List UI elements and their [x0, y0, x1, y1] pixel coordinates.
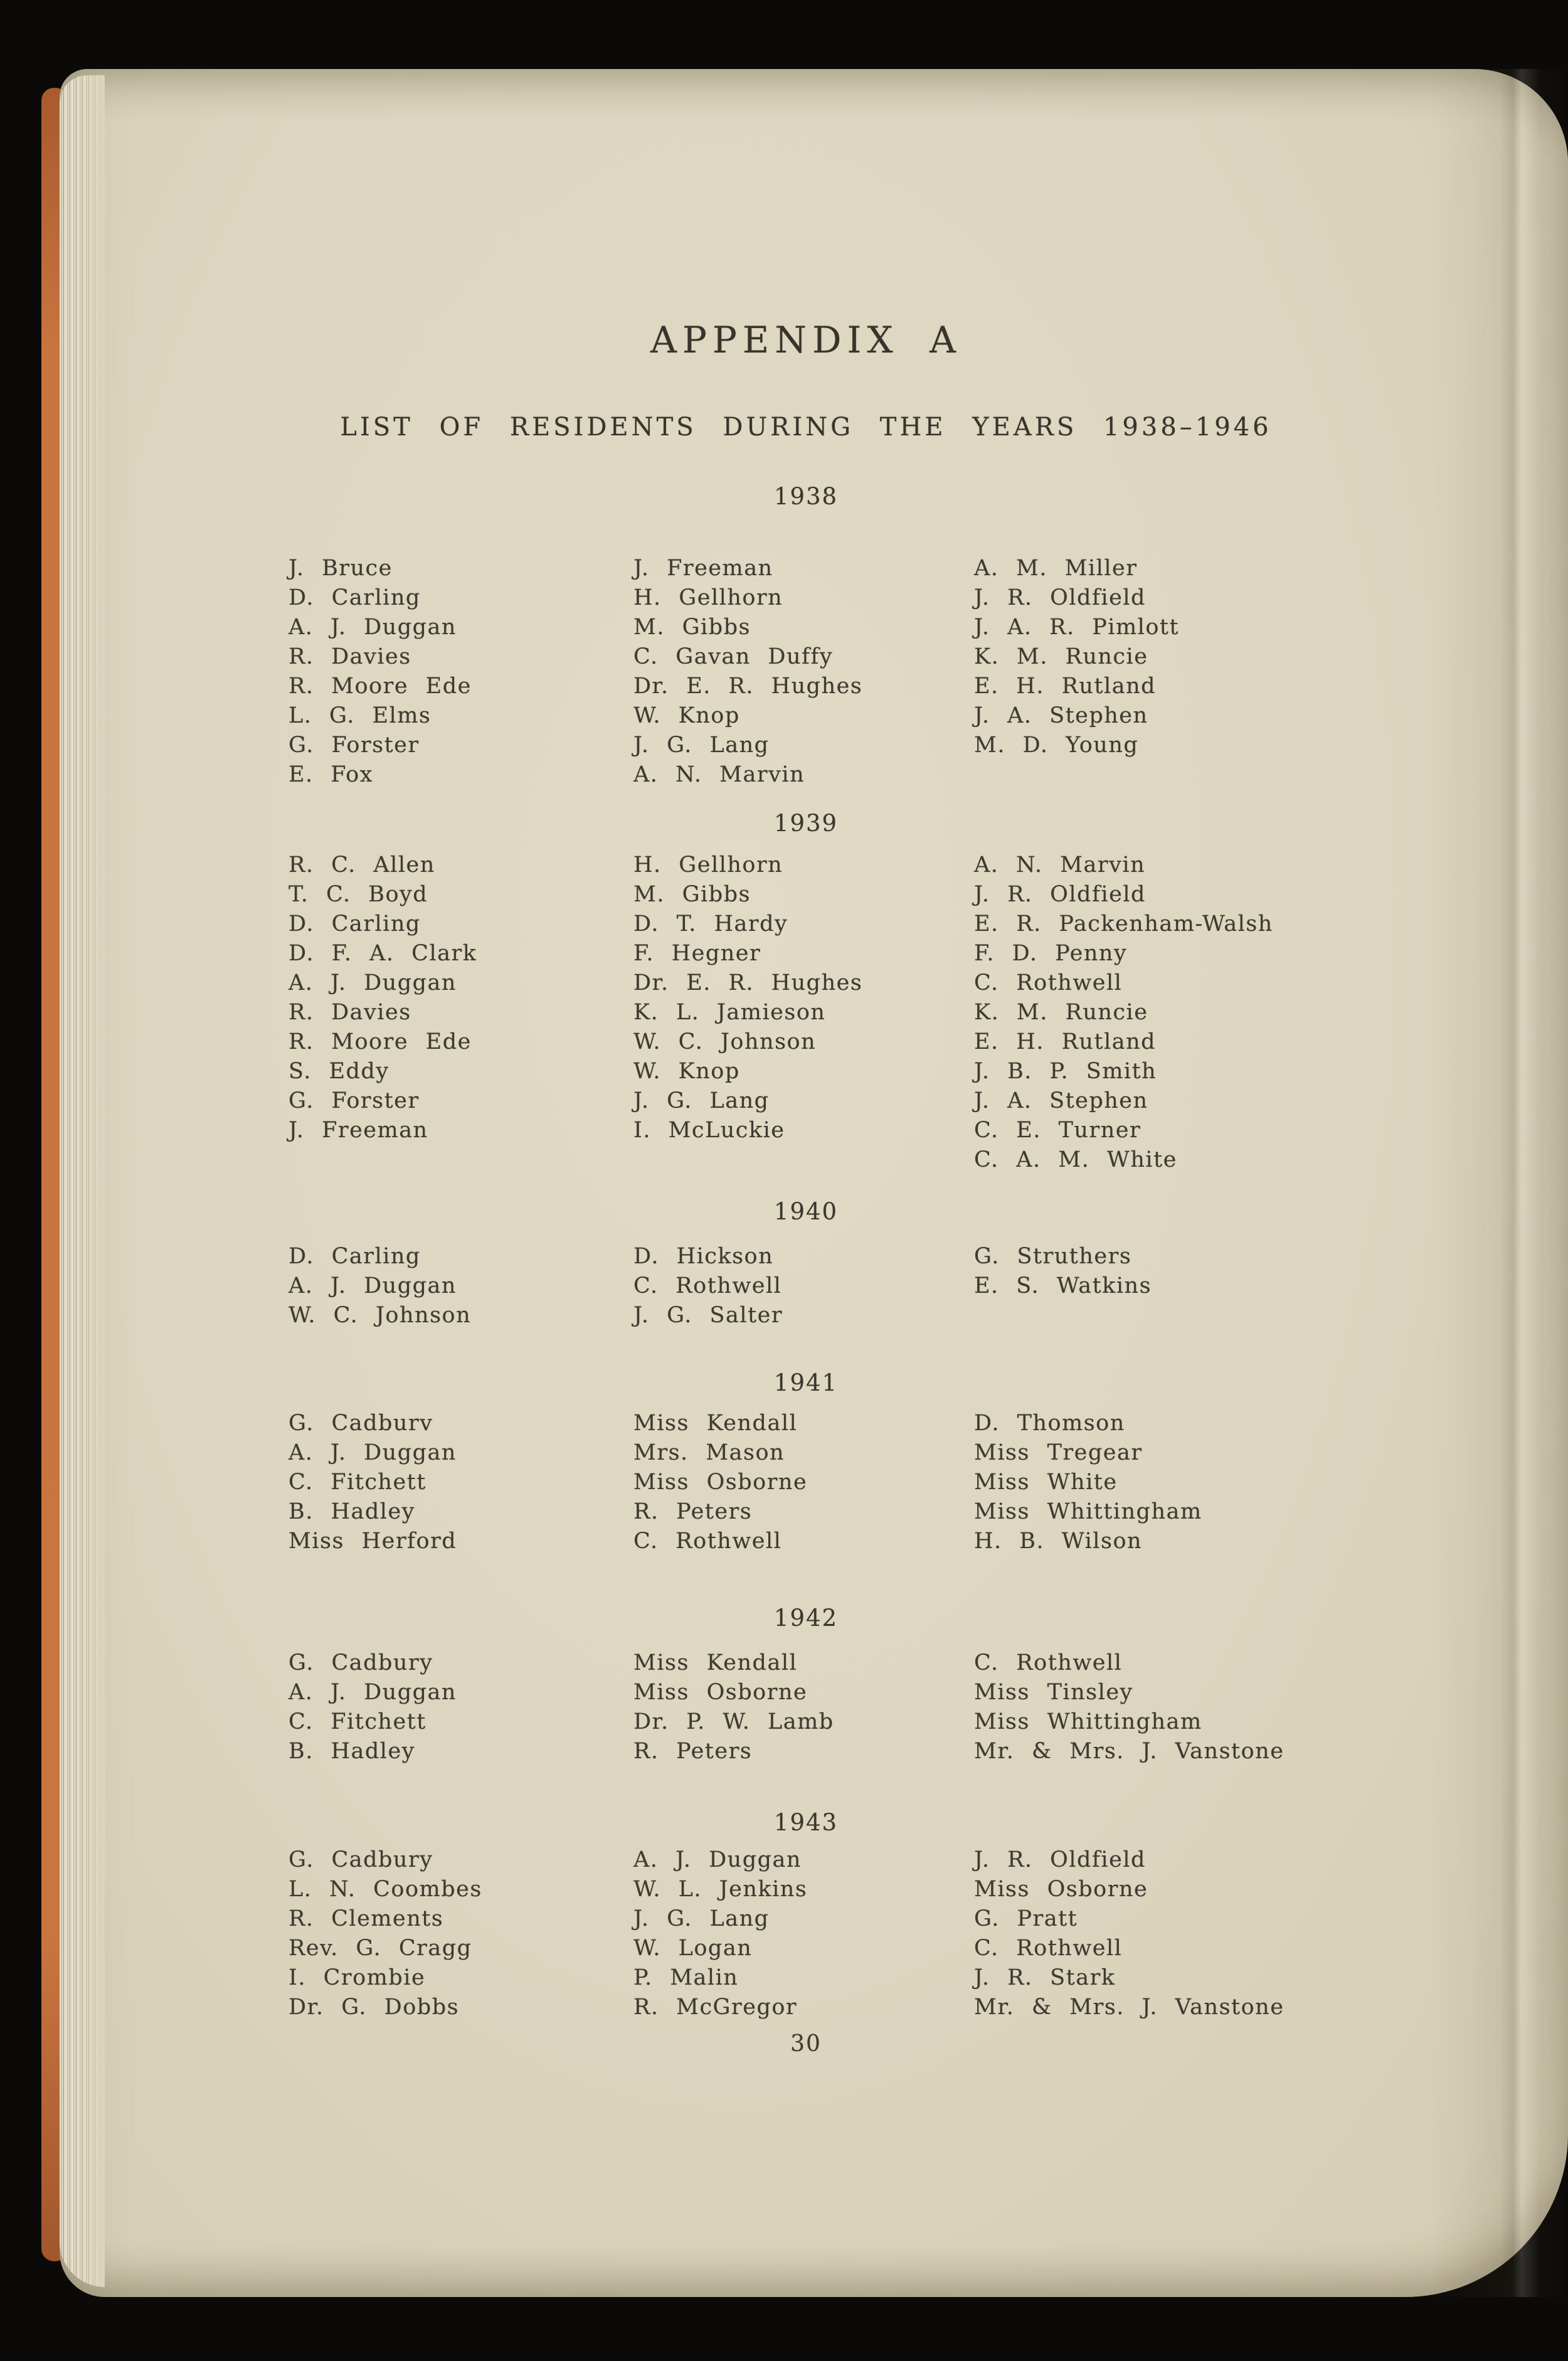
- resident-name: J. A. Stephen: [974, 703, 1148, 728]
- residents-column: [289, 1242, 652, 1330]
- resident-name: A. J. Duggan: [289, 1440, 457, 1465]
- resident-name: K. M. Runcie: [974, 1000, 1148, 1025]
- resident-name: C. Rothwell: [974, 1650, 1123, 1675]
- resident-name: A. J. Duggan: [633, 1847, 802, 1872]
- resident-name: J. B. P. Smith: [974, 1059, 1157, 1084]
- resident-name: D. F. A. Clark: [289, 941, 477, 966]
- resident-name: Dr. E. R. Hughes: [633, 674, 863, 699]
- resident-name: Rev. G. Cragg: [289, 1936, 472, 1961]
- year-heading-1941: 1941: [773, 1369, 839, 1396]
- page-number: 30: [790, 2031, 822, 2057]
- residents-column: [633, 851, 997, 1145]
- resident-name: E. Fox: [289, 762, 373, 787]
- resident-name: D. Thomson: [974, 1411, 1125, 1436]
- resident-name: A. M. Miller: [974, 556, 1138, 581]
- resident-name: A. N. Marvin: [633, 762, 805, 787]
- resident-name: H. Gellhorn: [633, 585, 783, 610]
- resident-name: J. Freeman: [289, 1118, 428, 1143]
- resident-name: M. Gibbs: [633, 615, 751, 640]
- appendix-subtitle: LIST OF RESIDENTS DURING THE YEARS 1938–1946: [340, 413, 1272, 442]
- year-heading-1942: 1942: [773, 1605, 839, 1631]
- resident-name: A. J. Duggan: [289, 1680, 457, 1705]
- resident-name: Dr. E. R. Hughes: [633, 970, 863, 995]
- residents-column: [289, 554, 652, 790]
- resident-name: G. Cadbury: [289, 1847, 433, 1872]
- resident-name: J. Bruce: [289, 556, 393, 581]
- resident-name: A. J. Duggan: [289, 970, 457, 995]
- residents-column: [974, 1845, 1338, 2022]
- resident-name: D. Hickson: [633, 1244, 774, 1269]
- resident-name: J. G. Lang: [633, 1906, 770, 1931]
- gutter-shading: [1427, 69, 1568, 2297]
- resident-name: J. G. Lang: [633, 1088, 770, 1113]
- resident-name: R. C. Allen: [289, 852, 435, 878]
- resident-name: Mr. & Mrs. J. Vanstone: [974, 1739, 1285, 1764]
- resident-name: M. D. Young: [974, 733, 1139, 758]
- residents-column: [974, 1409, 1338, 1556]
- residents-column: [633, 1242, 997, 1330]
- residents-column: [633, 554, 997, 790]
- resident-name: Dr. G. Dobbs: [289, 1995, 460, 2020]
- page-stack-edges: [60, 75, 105, 2287]
- resident-name: F. D. Penny: [974, 941, 1128, 966]
- resident-name: Miss Osborne: [633, 1680, 808, 1705]
- book-page: [60, 69, 1568, 2297]
- resident-name: I. Crombie: [289, 1965, 426, 1990]
- resident-name: Miss Whittingham: [974, 1709, 1202, 1734]
- resident-name: R. Moore Ede: [289, 674, 472, 699]
- resident-name: Miss White: [974, 1470, 1118, 1495]
- resident-name: D. Carling: [289, 911, 421, 936]
- resident-name: H. Gellhorn: [633, 852, 783, 878]
- resident-name: J. R. Stark: [974, 1965, 1116, 1990]
- residents-column: [289, 1648, 652, 1766]
- resident-name: J. G. Lang: [633, 733, 770, 758]
- resident-name: R. Peters: [633, 1499, 753, 1524]
- resident-name: C. Rothwell: [633, 1529, 782, 1554]
- residents-column: [974, 554, 1338, 760]
- resident-name: W. Knop: [633, 703, 740, 728]
- residents-column: [974, 1242, 1338, 1301]
- resident-name: Miss Kendall: [633, 1411, 798, 1436]
- resident-name: J. R. Oldfield: [974, 1847, 1146, 1872]
- resident-name: R. McGregor: [633, 1995, 798, 2020]
- year-heading-1939: 1939: [773, 810, 839, 837]
- resident-name: C. Rothwell: [974, 970, 1123, 995]
- resident-name: A. N. Marvin: [974, 852, 1146, 878]
- resident-name: I. McLuckie: [633, 1118, 785, 1143]
- resident-name: E. H. Rutland: [974, 1029, 1157, 1054]
- resident-name: Miss Osborne: [633, 1470, 808, 1495]
- resident-name: G. Cadburv: [289, 1411, 433, 1436]
- resident-name: J. R. Oldfield: [974, 882, 1146, 907]
- resident-name: Miss Kendall: [633, 1650, 798, 1675]
- resident-name: W. L. Jenkins: [633, 1877, 808, 1902]
- resident-name: K. M. Runcie: [974, 644, 1148, 669]
- resident-name: S. Eddy: [289, 1059, 389, 1084]
- resident-name: D. T. Hardy: [633, 911, 788, 936]
- resident-name: C. Fitchett: [289, 1709, 426, 1734]
- page-content: [263, 69, 1348, 2297]
- resident-name: C. Rothwell: [974, 1936, 1123, 1961]
- resident-name: L. G. Elms: [289, 703, 432, 728]
- resident-name: W. C. Johnson: [289, 1303, 472, 1328]
- resident-name: D. Carling: [289, 1244, 421, 1269]
- resident-name: R. Clements: [289, 1906, 444, 1931]
- residents-column: [633, 1845, 997, 2022]
- resident-name: C. A. M. White: [974, 1147, 1177, 1172]
- resident-name: R. Davies: [289, 1000, 411, 1025]
- resident-name: A. J. Duggan: [289, 1273, 457, 1298]
- resident-name: Miss Tinsley: [974, 1680, 1133, 1705]
- resident-name: T. C. Boyd: [289, 882, 428, 907]
- resident-name: C. Fitchett: [289, 1470, 426, 1495]
- resident-name: P. Malin: [633, 1965, 739, 1990]
- resident-name: G. Forster: [289, 1088, 420, 1113]
- resident-name: K. L. Jamieson: [633, 1000, 826, 1025]
- resident-name: Miss Osborne: [974, 1877, 1148, 1902]
- resident-name: A. J. Duggan: [289, 615, 457, 640]
- resident-name: Dr. P. W. Lamb: [633, 1709, 834, 1734]
- resident-name: Miss Whittingham: [974, 1499, 1202, 1524]
- residents-column: [633, 1409, 997, 1556]
- resident-name: R. Moore Ede: [289, 1029, 472, 1054]
- resident-name: J. Freeman: [633, 556, 773, 581]
- resident-name: F. Hegner: [633, 941, 761, 966]
- residents-column: [633, 1648, 997, 1766]
- resident-name: Mrs. Mason: [633, 1440, 785, 1465]
- residents-column: [289, 851, 652, 1145]
- resident-name: D. Carling: [289, 585, 421, 610]
- year-heading-1940: 1940: [773, 1198, 839, 1225]
- resident-name: G. Forster: [289, 733, 420, 758]
- resident-name: G. Struthers: [974, 1244, 1132, 1269]
- resident-name: C. E. Turner: [974, 1118, 1142, 1143]
- resident-name: R. Davies: [289, 644, 411, 669]
- resident-name: M. Gibbs: [633, 882, 751, 907]
- residents-column: [974, 851, 1338, 1175]
- resident-name: L. N. Coombes: [289, 1877, 482, 1902]
- resident-name: J. G. Salter: [633, 1303, 783, 1328]
- resident-name: G. Cadbury: [289, 1650, 433, 1675]
- resident-name: C. Gavan Duffy: [633, 644, 834, 669]
- resident-name: E. H. Rutland: [974, 674, 1157, 699]
- resident-name: Miss Tregear: [974, 1440, 1143, 1465]
- year-heading-1938: 1938: [773, 483, 839, 510]
- resident-name: J. A. Stephen: [974, 1088, 1148, 1113]
- resident-name: Miss Herford: [289, 1529, 457, 1554]
- resident-name: B. Hadley: [289, 1499, 415, 1524]
- resident-name: H. B. Wilson: [974, 1529, 1143, 1554]
- resident-name: W. C. Johnson: [633, 1029, 817, 1054]
- resident-name: W. Logan: [633, 1936, 753, 1961]
- resident-name: J. R. Oldfield: [974, 585, 1146, 610]
- appendix-title: APPENDIX A: [650, 319, 962, 361]
- resident-name: R. Peters: [633, 1739, 753, 1764]
- resident-name: C. Rothwell: [633, 1273, 782, 1298]
- residents-column: [289, 1845, 652, 2022]
- resident-name: W. Knop: [633, 1059, 740, 1084]
- resident-name: Mr. & Mrs. J. Vanstone: [974, 1995, 1285, 2020]
- year-heading-1943: 1943: [773, 1809, 839, 1836]
- residents-column: [974, 1648, 1338, 1766]
- resident-name: E. S. Watkins: [974, 1273, 1152, 1298]
- resident-name: J. A. R. Pimlott: [974, 615, 1180, 640]
- resident-name: E. R. Packenham-Walsh: [974, 911, 1273, 936]
- residents-column: [289, 1409, 652, 1556]
- resident-name: B. Hadley: [289, 1739, 415, 1764]
- resident-name: G. Pratt: [974, 1906, 1078, 1931]
